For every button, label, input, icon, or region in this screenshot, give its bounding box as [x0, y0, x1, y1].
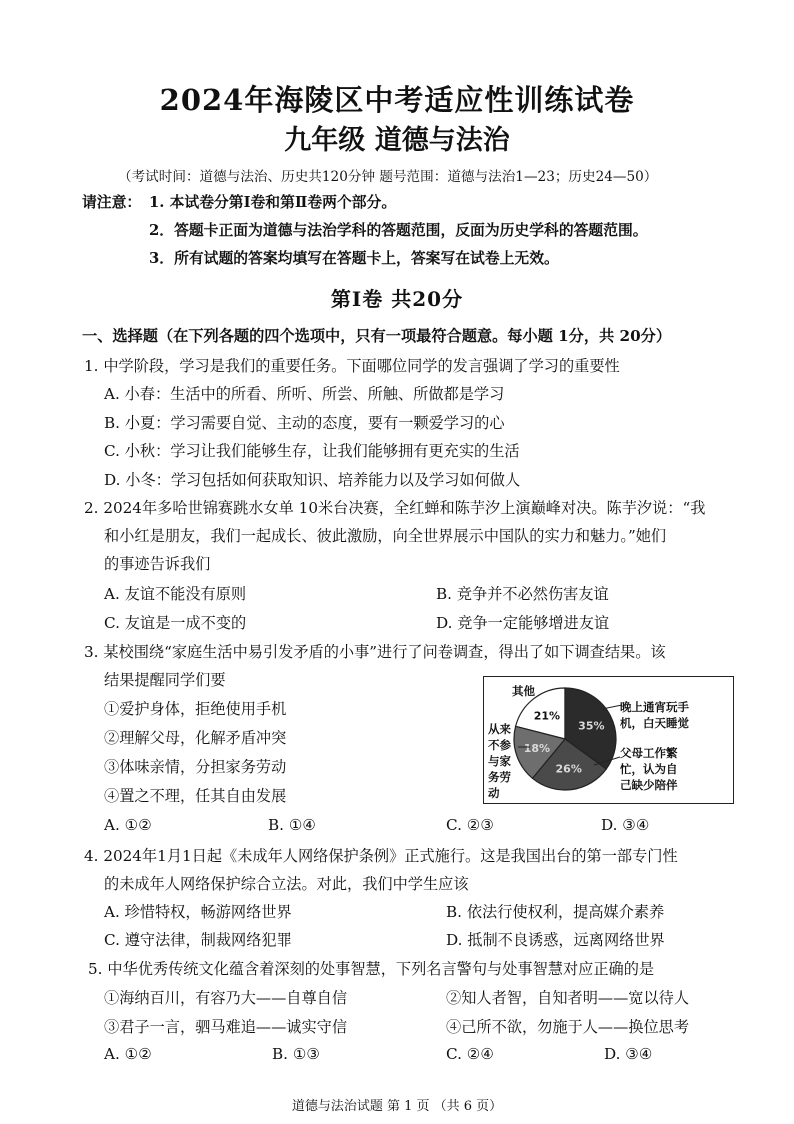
q3-stem-line-2: 结果提醒同学们要 [104, 671, 226, 689]
exam-info: （考试时间：道德与法治、历史共120分钟 题号范围：道德与法治1—23；历史24—50） [118, 169, 658, 185]
q3-option-c: C. ②③ [446, 816, 494, 834]
pie-label-other: 其他 [512, 684, 535, 698]
pie-label-parents-line-1: 父母工作繁 [620, 746, 678, 760]
page-footer: 道德与法治试题 第 1 页 （共 6 页） [291, 1099, 503, 1114]
q2-stem-line-3: 的事迹告诉我们 [104, 555, 211, 573]
q3-item-3: ③体味亲情，分担家务劳动 [104, 758, 287, 776]
pie-value-label-parents: 26% [555, 762, 582, 776]
pie-value-label-other: 21% [533, 709, 561, 723]
q1-option-c: C. 小秋：学习让我们能够生存，让我们能够拥有更充实的生活 [104, 442, 520, 460]
pie-value-label-phone: 35% [578, 719, 605, 733]
pie-label-phone-line-2: 机，白天睡觉 [620, 716, 689, 730]
q3-stem-line-1: 3. 某校围绕“家庭生活中易引发矛盾的小事”进行了问卷调查，得出了如下调查结果。该 [84, 643, 666, 661]
notice-item-1: 1. 本试卷分第Ⅰ卷和第Ⅱ卷两个部分。 [149, 194, 397, 211]
q3-item-4: ④置之不理，任其自由发展 [104, 787, 287, 805]
q5-item-3: ③君子一言，驷马难追——诚实守信 [104, 1018, 347, 1036]
pie-label-phone-line-1: 晚上通宵玩手 [620, 700, 689, 714]
exam-title: 2024年海陵区中考适应性训练试卷 [159, 83, 635, 117]
notice-item-3: 3．所有试题的答案均填写在答题卡上，答案写在试卷上无效。 [149, 250, 559, 267]
q5-item-4: ④己所不欲，勿施于人——换位思考 [446, 1018, 689, 1036]
q3-item-1: ①爱护身体，拒绝使用手机 [104, 700, 287, 718]
q2-option-b: B. 竞争并不必然伤害友谊 [436, 585, 609, 603]
pie-label-parents-line-2: 忙，认为自 [620, 762, 678, 776]
q5-item-1: ①海纳百川，有容乃大——自尊自信 [104, 989, 347, 1007]
q1-option-b: B. 小夏：学习需要自觉、主动的态度，要有一颗爱学习的心 [104, 414, 505, 432]
q2-option-d: D. 竞争一定能够增进友谊 [436, 614, 610, 632]
notice-item-2: 2．答题卡正面为道德与法治学科的答题范围，反面为历史学科的答题范围。 [149, 222, 648, 239]
q4-option-d: D. 抵制不良诱惑，远离网络世界 [446, 931, 665, 949]
q4-stem-line-1: 4. 2024年1月1日起《未成年人网络保护条例》正式施行。这是我国出台的第一部专门性 [84, 847, 678, 865]
q5-option-a: A. ①② [104, 1045, 152, 1063]
q4-option-c: C. 遵守法律，制裁网络犯罪 [104, 931, 292, 949]
pie-label-chores [488, 721, 511, 801]
notice-lead: 请注意： [82, 194, 142, 211]
q5-option-c: C. ②④ [446, 1045, 494, 1063]
pie-label-chores-line-4: 务劳 [488, 770, 511, 784]
q5-option-d: D. ③④ [604, 1045, 653, 1063]
q3-item-2: ②理解父母，化解矛盾冲突 [104, 729, 287, 747]
q1-stem: 1. 中学阶段，学习是我们的重要任务。下面哪位同学的发言强调了学习的重要性 [84, 357, 620, 375]
q4-stem-line-2: 的未成年人网络保护综合立法。对此，我们中学生应该 [104, 875, 469, 893]
pie-label-chores-line-1: 从来 [488, 722, 511, 736]
q3-option-d: D. ③④ [601, 816, 650, 834]
pie-value-label-chores: 18% [523, 742, 551, 756]
pie-label-parents-line-3: 己缺少陪伴 [620, 778, 678, 792]
part-heading: 一、选择题（在下列各题的四个选项中，只有一项最符合题意。每小题 1分，共 20分） [82, 327, 672, 345]
pie-label-chores-line-5: 动 [488, 786, 500, 800]
survey-pie-chart [483, 676, 734, 804]
q2-option-a: A. 友谊不能没有原则 [104, 585, 247, 603]
q3-option-a: A. ①② [104, 816, 152, 834]
pie-label-phone [620, 699, 689, 731]
q5-stem: 5. 中华优秀传统文化蕴含着深刻的处事智慧，下列名言警句与处事智慧对应正确的是 [88, 960, 655, 978]
q3-option-b: B. ①④ [268, 816, 317, 834]
q2-stem-line-1: 2. 2024年多哈世锦赛跳水女单 10米台决赛，全红蝉和陈芋汐上演巅峰对决。陈芋汐说：“我 [84, 499, 706, 517]
section-title: 第Ⅰ卷 共20分 [330, 287, 464, 311]
exam-subtitle: 九年级 道德与法治 [284, 125, 510, 156]
q4-option-a: A. 珍惜特权，畅游网络世界 [104, 903, 292, 921]
q2-option-c: C. 友谊是一成不变的 [104, 614, 247, 632]
q1-option-a: A. 小春：生活中的所看、所听、所尝、所触、所做都是学习 [104, 385, 505, 403]
q2-stem-line-2: 和小红是朋友，我们一起成长、彼此激励，向全世界展示中国队的实力和魅力。”她们 [104, 527, 667, 545]
pie-label-parents [620, 745, 678, 793]
pie-label-chores-line-3: 与家 [488, 754, 511, 768]
pie-label-chores-line-2: 不参 [488, 738, 511, 752]
q1-option-d: D. 小冬：学习包括如何获取知识、培养能力以及学习如何做人 [104, 471, 521, 489]
q4-option-b: B. 依法行使权利，提高媒介素养 [446, 903, 665, 921]
q5-item-2: ②知人者智，自知者明——宽以待人 [446, 989, 689, 1007]
q5-option-b: B. ①③ [272, 1045, 321, 1063]
